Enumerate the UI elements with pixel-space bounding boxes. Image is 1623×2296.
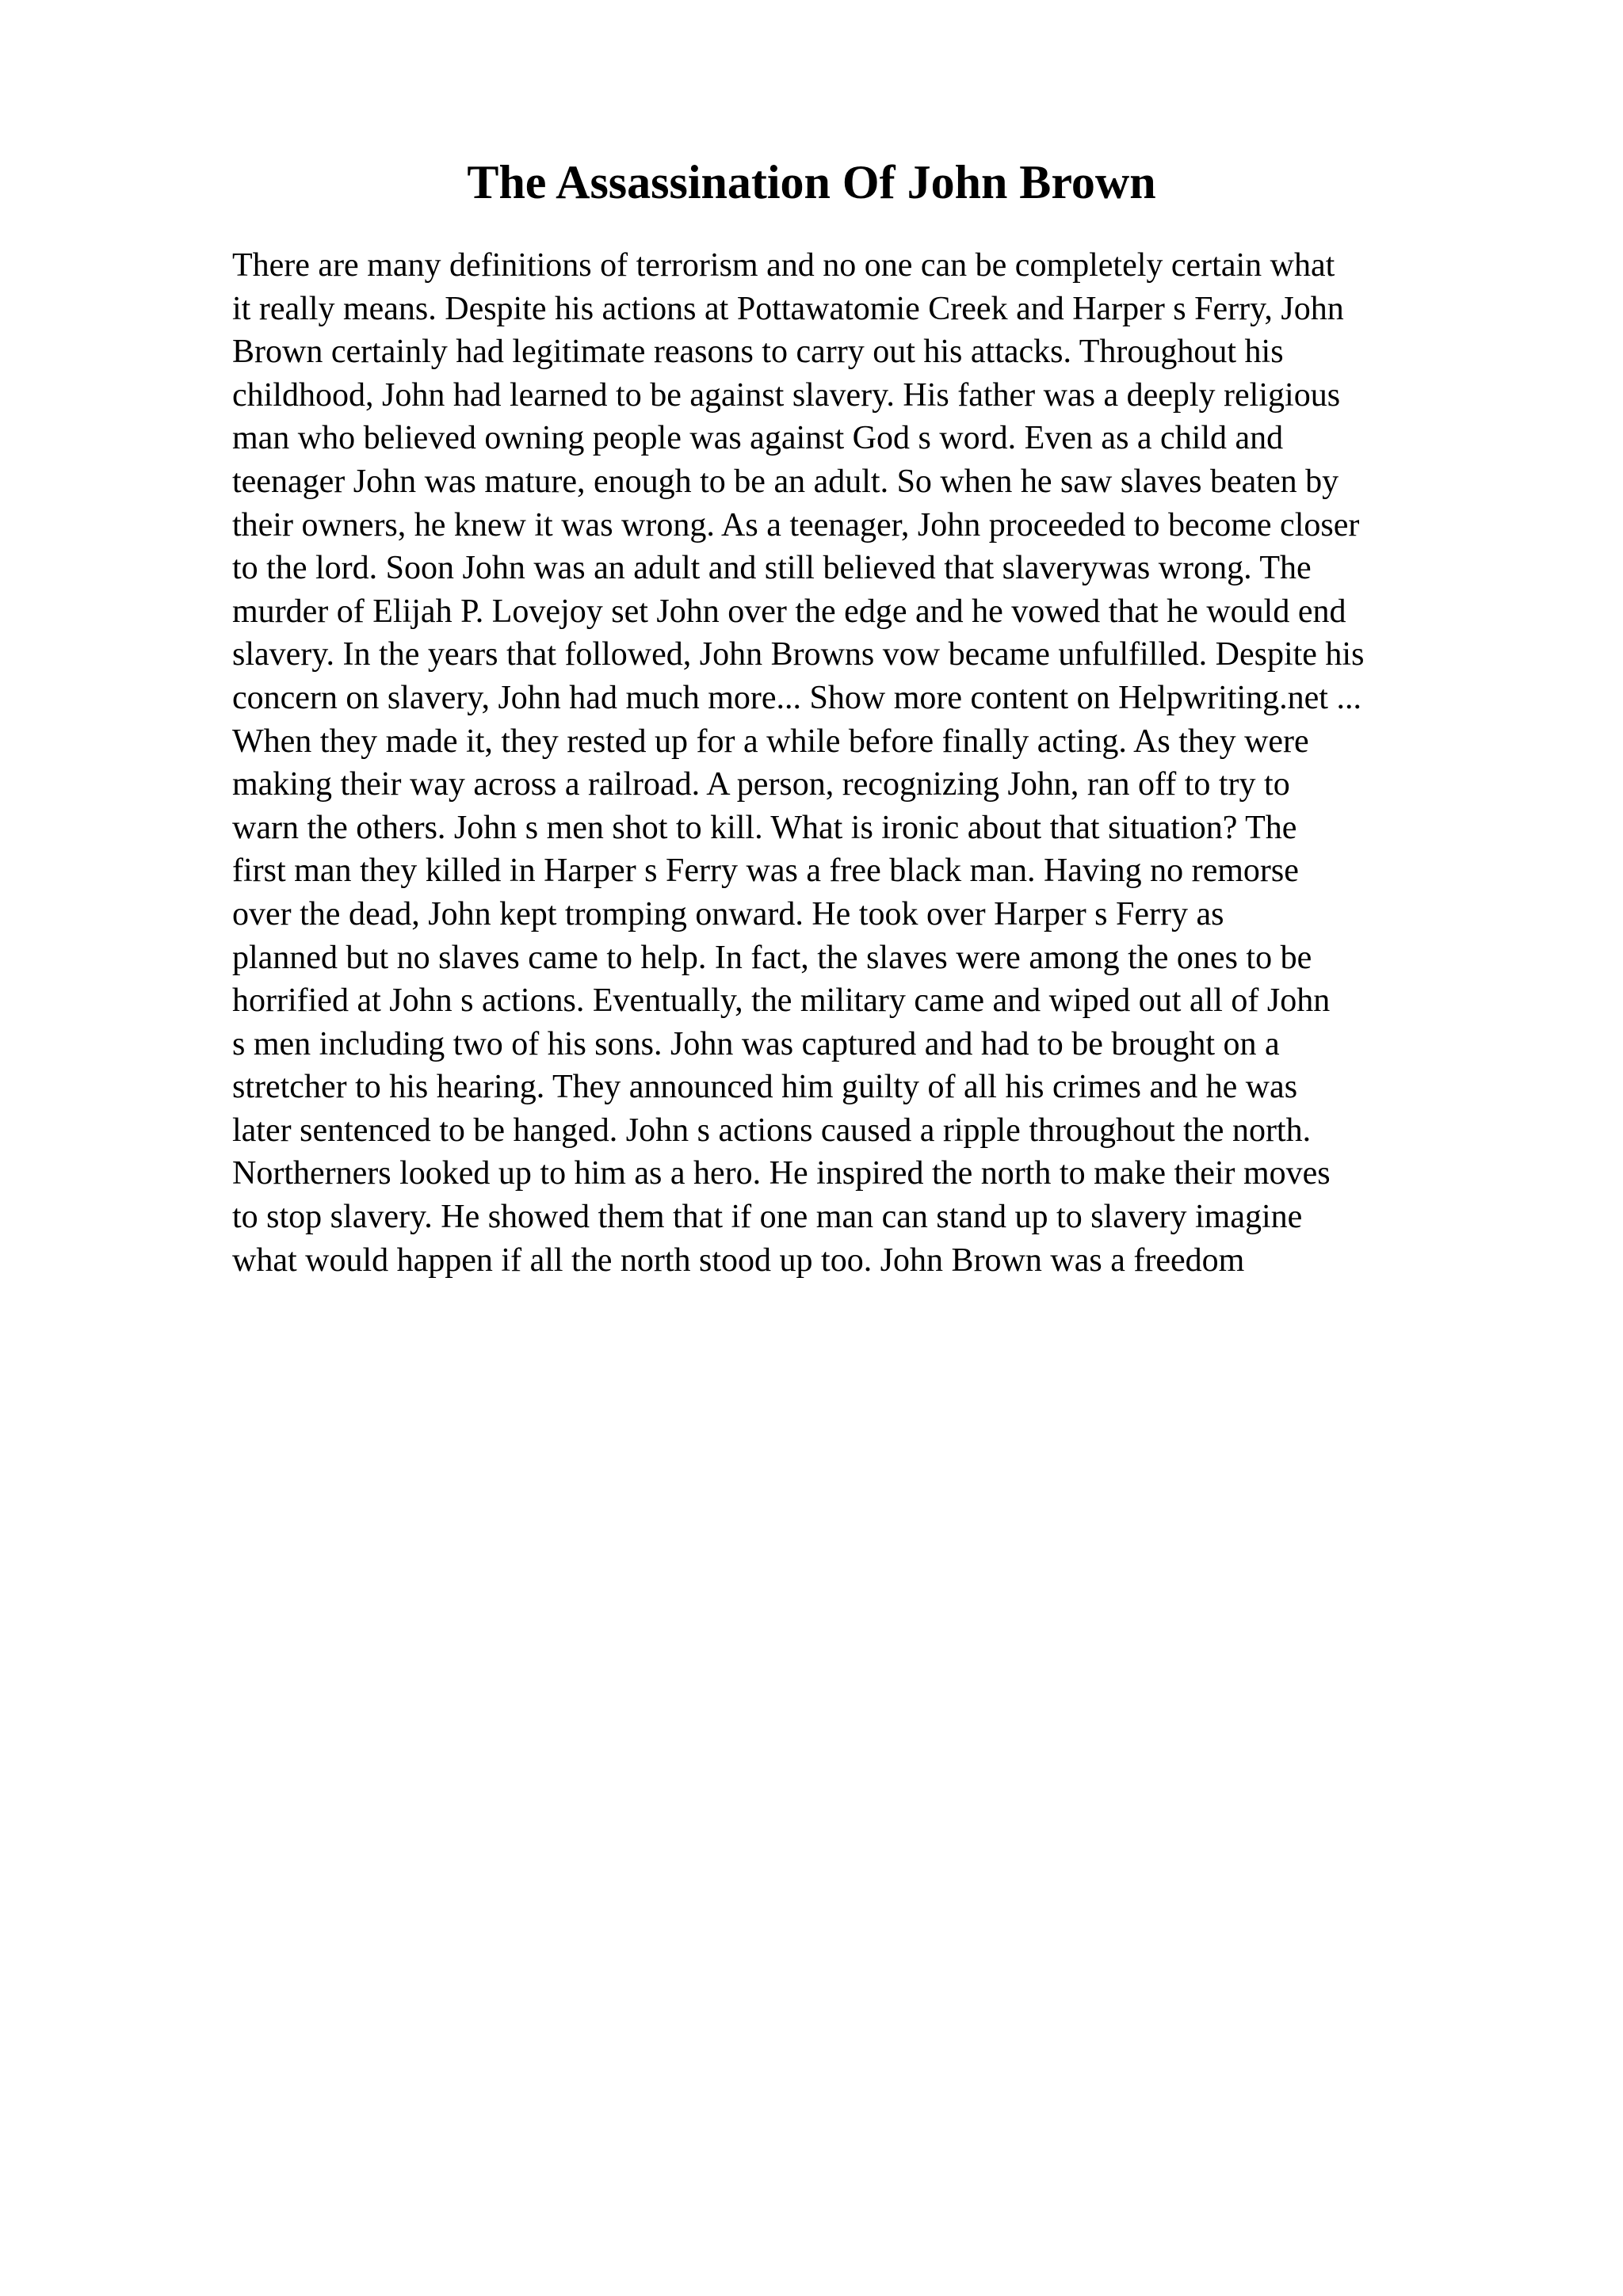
text-line: later sentenced to be hanged. John s actions caused a ripple throughout the north. bbox=[232, 1112, 1312, 1149]
text-line: slavery. In the years that followed, John Browns vow became unfulfilled. Despite his bbox=[232, 636, 1365, 673]
text-line: man who believed owning people was against God s word. Even as a child and bbox=[232, 420, 1284, 457]
text-line: horrified at John s actions. Eventually, the military came and wiped out all of John bbox=[232, 982, 1331, 1020]
text-line: making their way across a railroad. A person, recognizing John, ran off to try to bbox=[232, 766, 1290, 803]
text-line: planned but no slaves came to help. In fact, the slaves were among the ones to be bbox=[232, 939, 1312, 976]
text-line: childhood, John had learned to be against slavery. His father was a deeply religious bbox=[232, 376, 1341, 414]
text-line: warn the others. John s men shot to kill. What is ironic about that situation? The bbox=[232, 809, 1297, 846]
text-line: their owners, he knew it was wrong. As a teenager, John proceeded to become closer bbox=[232, 506, 1360, 543]
text-line: murder of Elijah P. Lovejoy set John over the edge and he vowed that he would end bbox=[232, 593, 1346, 630]
text-line: to the lord. Soon John was an adult and still believed that slaverywas wrong. The bbox=[232, 550, 1312, 587]
text-line: it really means. Despite his actions at Pottawatomie Creek and Harper s Ferry, John bbox=[232, 290, 1344, 327]
text-line: concern on slavery, John had much more... Show more content on Helpwriting.net ... bbox=[232, 679, 1361, 716]
text-line: When they made it, they rested up for a while before finally acting. As they were bbox=[232, 723, 1309, 760]
text-line: teenager John was mature, enough to be an adult. So when he saw slaves beaten by bbox=[232, 463, 1339, 500]
text-line: over the dead, John kept tromping onward. He took over Harper s Ferry as bbox=[232, 895, 1224, 933]
page-title: The Assassination Of John Brown bbox=[467, 156, 1156, 208]
text-line: stretcher to his hearing. They announced him guilty of all his crimes and he was bbox=[232, 1069, 1298, 1106]
body-paragraph bbox=[232, 244, 1500, 1282]
text-line: to stop slavery. He showed them that if one man can stand up to slavery imagine bbox=[232, 1199, 1303, 1236]
text-line: s men including two of his sons. John was captured and had to be brought on a bbox=[232, 1025, 1280, 1062]
text-line: first man they killed in Harper s Ferry was a free black man. Having no remorse bbox=[232, 852, 1299, 890]
text-line: what would happen if all the north stood up too. John Brown was a freedom bbox=[232, 1241, 1245, 1279]
text-line: Brown certainly had legitimate reasons to carry out his attacks. Throughout his bbox=[232, 334, 1284, 371]
text-line: Northerners looked up to him as a hero. He inspired the north to make their moves bbox=[232, 1155, 1331, 1192]
text-line: There are many definitions of terrorism and no one can be completely certain what bbox=[232, 247, 1335, 284]
